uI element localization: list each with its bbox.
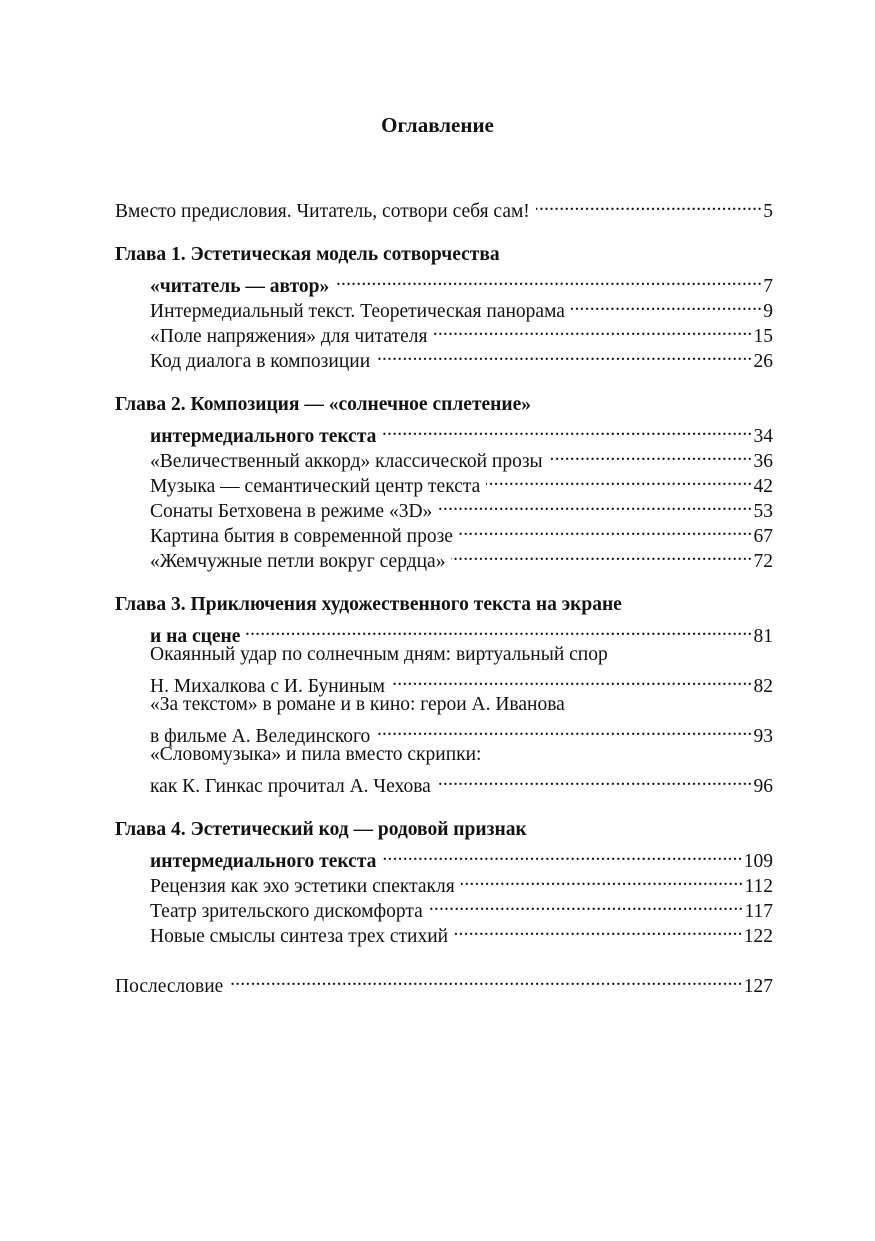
dot-leader [433,317,752,342]
dot-leader [391,667,753,692]
dot-leader [376,717,752,742]
page-title: Оглавление [381,113,494,137]
entry-title: Код диалога в композиции [150,351,371,372]
page-number: 9 [763,301,773,322]
chapter-1-heading: Глава 1. Эстетическая модель сотворчества [115,244,500,265]
toc-entry[interactable] [150,492,773,522]
page-number: 93 [753,726,773,747]
toc-entry-line1: «За текстом» в романе и в кино: герои А. Иванова [150,694,565,715]
entry-title: «читатель — автор» [150,276,330,297]
toc-entry-line1: «Словомузыка» и пила вместо скрипки: [150,744,482,765]
dot-leader [451,542,752,567]
toc-entry[interactable] [150,892,773,922]
page-number: 34 [753,426,773,447]
page-number: 7 [763,276,773,297]
entry-title: Картина бытия в современной прозе [150,526,453,547]
dot-leader [335,267,762,292]
entry-title: Сонаты Бетховена в режиме «3D» [150,501,433,522]
page-number: 15 [753,326,773,347]
toc-entry-afterword[interactable] [115,967,773,997]
toc-entry-line1: Окаянный удар по солнечным дням: виртуальный спор [150,644,608,665]
page-number: 53 [753,501,773,522]
toc-entry[interactable] [150,717,773,747]
toc-entry[interactable] [150,292,773,322]
chapter-2-heading: Глава 2. Композиция — «солнечное сплетение» [115,394,532,415]
toc-entry[interactable] [150,517,773,547]
page-number: 5 [763,201,773,222]
dot-leader [571,292,762,317]
page-number: 109 [743,851,773,872]
dot-leader [549,442,753,467]
toc-entry-preface[interactable] [115,192,773,222]
entry-title: и на сцене [150,626,241,647]
page-number: 112 [744,876,773,897]
entry-title: в фильме А. Велединского [150,726,371,747]
dot-leader [454,917,743,942]
dot-leader [536,192,762,217]
dot-leader [437,767,753,792]
dot-leader [376,342,752,367]
toc-entry[interactable] [150,467,773,497]
dot-leader [486,467,752,492]
toc-entry-chapter-3[interactable] [150,617,773,647]
toc-entry[interactable] [150,667,773,697]
page-number: 67 [753,526,773,547]
toc-entry[interactable] [150,917,773,947]
dot-leader [382,842,742,867]
dot-leader [229,967,742,992]
entry-title: интермедиального текста [150,851,377,872]
entry-title: Послесловие [115,976,224,997]
dot-leader [461,867,744,892]
entry-title: Новые смыслы синтеза трех стихий [150,926,449,947]
page-number: 127 [743,976,773,997]
toc-entry[interactable] [150,342,773,372]
chapter-4-heading: Глава 4. Эстетический код — родовой признак [115,819,527,840]
page-number: 96 [753,776,773,797]
entry-title: Вместо предисловия. Читатель, сотвори себя сам! [115,201,530,222]
entry-title: Театр зрительского дискомфорта [150,901,423,922]
dot-leader [459,517,753,542]
toc-entry[interactable] [150,442,773,472]
entry-title: «Жемчужные петли вокруг сердца» [150,551,446,572]
page-number: 81 [753,626,773,647]
entry-title: Интермедиальный текст. Теоретическая панорама [150,301,565,322]
entry-title: Рецензия как эхо эстетики спектакля [150,876,455,897]
toc-entry[interactable] [150,767,773,797]
page-number: 117 [744,901,773,922]
entry-title: «Величественный аккорд» классической прозы [150,451,543,472]
toc-entry[interactable] [150,867,773,897]
chapter-3-heading: Глава 3. Приключения художественного текста на экране [115,594,622,615]
dot-leader [438,492,752,517]
dot-leader [429,892,744,917]
toc-entry-chapter-2[interactable] [150,417,773,447]
page-number: 72 [753,551,773,572]
toc-entry-chapter-4[interactable] [150,842,773,872]
page-number: 82 [753,676,773,697]
toc-entry[interactable] [150,542,773,572]
entry-title: Н. Михалкова с И. Буниным [150,676,385,697]
entry-title: как К. Гинкас прочитал А. Чехова [150,776,431,797]
entry-title: «Поле напряжения» для читателя [150,326,428,347]
toc-entry-chapter-1[interactable] [150,267,773,297]
dot-leader [382,417,752,442]
page-number: 36 [753,451,773,472]
entry-title: интермедиального текста [150,426,377,447]
entry-title: Музыка — семантический центр текста [150,476,481,497]
toc-entry[interactable] [150,317,773,347]
page-number: 42 [753,476,773,497]
dot-leader [246,617,752,642]
page-number: 26 [753,351,773,372]
page-number: 122 [743,926,773,947]
